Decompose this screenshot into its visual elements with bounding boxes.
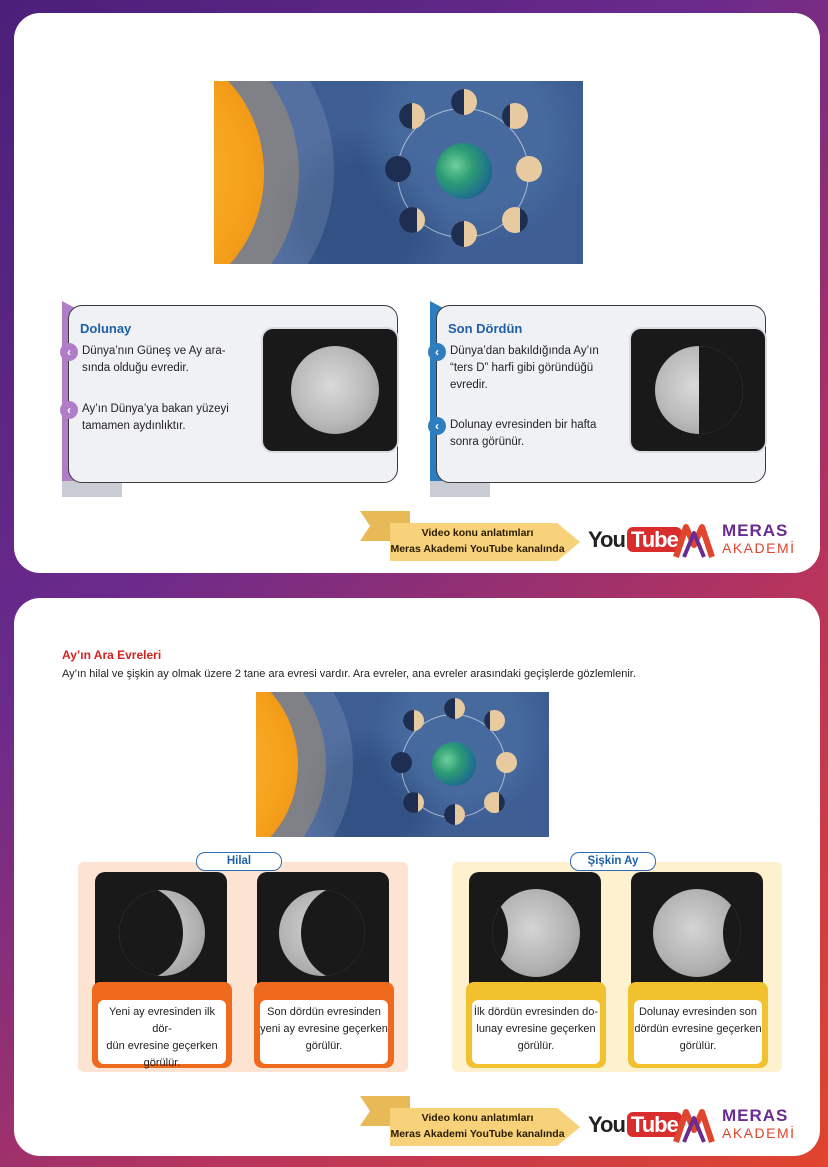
youtube-banner[interactable] xyxy=(360,511,820,567)
chevron-left-icon: ‹ xyxy=(60,401,78,419)
youtube-logo: You Tube xyxy=(588,527,682,553)
youtube-banner-2[interactable] xyxy=(360,1096,820,1152)
chevron-left-icon: ‹ xyxy=(428,343,446,361)
page-card-top xyxy=(14,13,820,573)
chevron-left-icon: ‹ xyxy=(428,417,446,435)
chevron-left-icon: ‹ xyxy=(60,343,78,361)
banner-text: Video konu anlatımları Meras Akademi YouTube kanalında xyxy=(390,1112,565,1140)
last-quarter-box xyxy=(430,301,776,497)
brand-subname: AKADEMİ xyxy=(722,540,796,556)
meras-logo-icon xyxy=(672,1102,716,1146)
gibbous-title: Şişkin Ay xyxy=(570,852,656,871)
last-quarter-bullet-1: ‹ Dünya’dan bakıldığında Ay’ın “ters D” harfi gibi göründüğü evredir. xyxy=(450,343,599,394)
crescent-title: Hilal xyxy=(196,852,282,871)
meras-logo-icon xyxy=(672,517,716,561)
full-moon-photo xyxy=(261,327,399,453)
full-moon-bullet-2: ‹ Ay’ın Dünya’ya bakan yüzeyi tamamen aydınlıktır. xyxy=(82,401,229,435)
last-quarter-bullet-2: ‹ Dolunay evresinden bir hafta sonra görünür. xyxy=(450,417,596,451)
moon-phases-illustration-2 xyxy=(256,692,549,837)
brand-subname: AKADEMİ xyxy=(722,1125,796,1141)
crescent-group xyxy=(78,855,408,1072)
full-moon-bullet-1: ‹ Dünya’nın Güneş ve Ay ara- sında olduğu evredir. xyxy=(82,343,226,377)
gibbous-caption-2: Dolunay evresinden son dördün evresine geçerken görülür. xyxy=(634,1000,762,1064)
earth-graphic xyxy=(436,143,492,199)
last-quarter-title: Son Dördün xyxy=(448,321,523,336)
full-moon-box xyxy=(62,301,408,497)
waning-crescent-photo xyxy=(257,872,389,992)
earth-graphic xyxy=(432,742,476,786)
crescent-caption-1: Yeni ay evresinden ilk dör- dün evresine geçerken görülür. xyxy=(98,1000,226,1064)
waxing-gibbous-photo xyxy=(469,872,601,992)
youtube-logo: You Tube xyxy=(588,1112,682,1138)
page-card-bottom xyxy=(14,598,820,1156)
moon-phases-illustration xyxy=(214,81,583,264)
full-moon-title: Dolunay xyxy=(80,321,132,336)
gibbous-caption-1: İlk dördün evresinden do- lunay evresine geçerken görülür. xyxy=(472,1000,600,1064)
waxing-crescent-photo xyxy=(95,872,227,992)
last-quarter-photo xyxy=(629,327,767,453)
crescent-caption-2: Son dördün evresinden yeni ay evresine geçerken görülür. xyxy=(260,1000,388,1064)
gibbous-group xyxy=(452,855,782,1072)
banner-text: Video konu anlatımları Meras Akademi YouTube kanalında xyxy=(390,527,565,555)
section-description: Ay’ın hilal ve şişkin ay olmak üzere 2 tane ara evresi vardır. Ara evreler, ana evreler arasındaki geçişlerde gözlemlenir. xyxy=(62,668,636,680)
section-heading: Ay’ın Ara Evreleri xyxy=(62,648,162,662)
brand-name: MERAS xyxy=(722,1106,789,1125)
brand-name: MERAS xyxy=(722,521,789,540)
waning-gibbous-photo xyxy=(631,872,763,992)
